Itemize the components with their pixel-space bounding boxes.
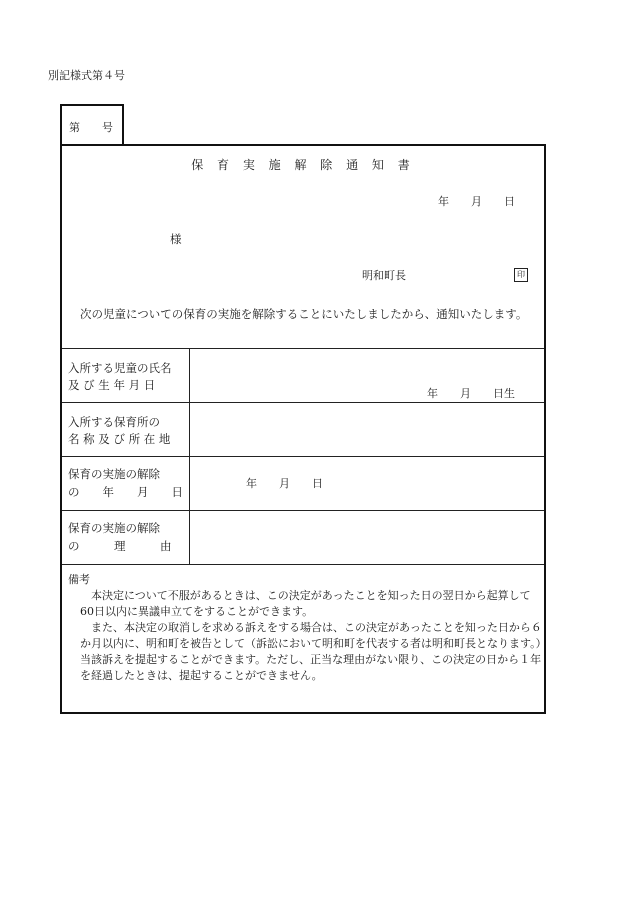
row-label-facility-line2: 名 称 及 び 所 在 地 (68, 432, 171, 446)
table-bottom-rule (62, 564, 544, 565)
row-label-termination-date-line1: 保育の実施の解除 (68, 467, 160, 481)
termination-date-value: 年 月 日 (246, 477, 323, 490)
row-divider-3 (62, 510, 544, 511)
row-label-child-name-line2: 及 び 生 年 月 日 (68, 378, 156, 392)
seal-mark: 印 (514, 268, 528, 282)
document-title: 保 育 実 施 解 除 通 知 書 (191, 158, 415, 172)
remarks-paragraph-1: 本決定について不服があるときは、この決定があったことを知った日の翌日から起算して60日以内に異議申立てをすることができます。 (80, 589, 531, 618)
document-number-label: 第 号 (69, 121, 113, 134)
document-number-box (60, 104, 124, 145)
row-label-facility-line1: 入所する保育所の (68, 415, 160, 429)
row-label-reason-line1: 保育の実施の解除 (68, 521, 160, 535)
row-label-child-name-line1: 入所する児童の氏名 (68, 361, 172, 375)
notice-form (60, 144, 546, 714)
intro-paragraph: 次の児童についての保育の実施を解除することにいたしましたから、通知いたします。 (80, 307, 528, 321)
remarks-heading: 備考 (68, 573, 90, 586)
row-divider-2 (62, 456, 544, 457)
row-divider-1 (62, 402, 544, 403)
table-top-rule (62, 348, 544, 349)
birth-date-value: 年 月 日生 (427, 387, 515, 400)
issue-date: 年 月 日 (438, 195, 515, 208)
row-label-reason-line2: の 理 由 (68, 539, 172, 553)
remarks-section (68, 572, 542, 684)
addressee-suffix: 様 (170, 232, 182, 246)
remarks-paragraph-2: また、本決定の取消しを求める訴えをする場合は、この決定があったことを知った日から６か月以内に、明和町を被告として（訴訟において明和町を代表する者は明和町長となります。）当該訴えを提起することができます。ただし、正当な理由がない限り、この決定の日から１年を経過したときは、提起することができません。 (80, 621, 542, 682)
form-number-label: 別記様式第４号 (48, 69, 125, 82)
column-divider (189, 348, 190, 564)
row-label-termination-date-line2: の 年 月 日 (68, 485, 183, 499)
issuer-name: 明和町長 (362, 269, 406, 282)
